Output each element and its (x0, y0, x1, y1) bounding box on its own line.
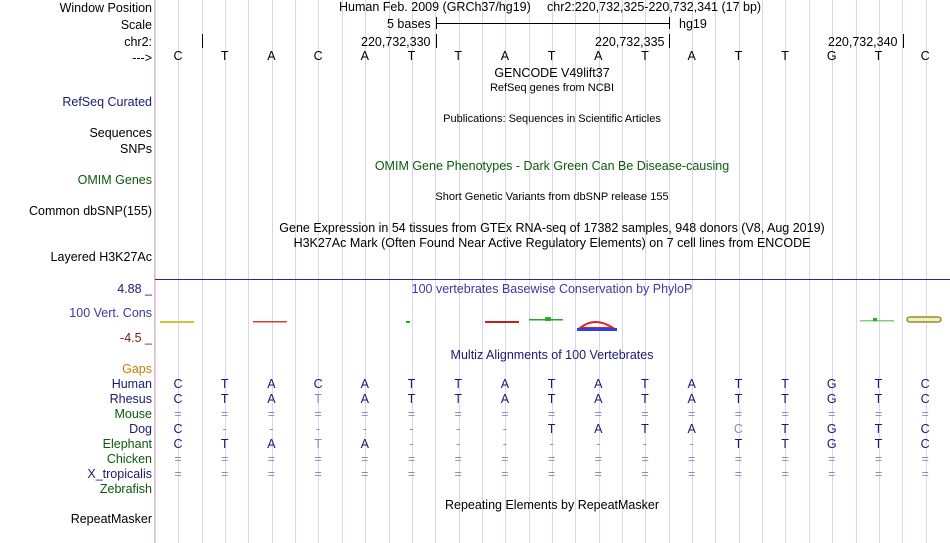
alignment-base: = (454, 467, 462, 481)
base-letter: T (781, 49, 789, 63)
alignment-base: T (781, 422, 789, 436)
alignment-base: = (641, 452, 649, 466)
base-letter: T (641, 49, 649, 63)
alignment-base: C (733, 422, 743, 436)
alignment-base: T (220, 392, 229, 406)
alignment-base: G (826, 392, 837, 406)
multiz-track-desc[interactable]: Multiz Alignments of 100 Vertebrates (450, 348, 654, 362)
base-letter: A (500, 49, 510, 63)
alignment-base: - (689, 437, 694, 451)
alignment-base: = (594, 407, 602, 421)
alignment-base: = (314, 467, 322, 481)
alignment-base: G (826, 422, 837, 436)
h3k27ac-track-desc[interactable]: H3K27Ac Mark (Often Found Near Active Regulatory Elements) on 7 cell lines from ENCODE (293, 236, 811, 250)
alignment-base: T (641, 392, 649, 406)
base-letter: T (547, 49, 556, 63)
alignment-base: = (781, 452, 789, 466)
alignment-base: C (920, 377, 930, 391)
scale-text: 5 bases (387, 17, 431, 31)
alignment-base: = (734, 452, 743, 466)
refseq-track-desc[interactable]: RefSeq genes from NCBI (489, 82, 615, 94)
alignment-base: = (221, 452, 229, 466)
label-cons-max: 4.88 _ (117, 282, 152, 296)
alignment-base: - (409, 422, 414, 436)
label-h3k27ac[interactable]: Layered H3K27Ac (50, 250, 152, 264)
repeatmasker-track-desc[interactable]: Repeating Elements by RepeatMasker (444, 498, 660, 512)
base-letter: A (360, 49, 369, 63)
grid-line (342, 0, 343, 543)
alignment-base: = (501, 407, 509, 421)
alignment-base: T (220, 377, 229, 391)
ruler-label: 220,732,335 (595, 35, 665, 49)
label-sequences[interactable]: Sequences (89, 126, 152, 140)
base-letter: T (220, 49, 229, 63)
label-refseq[interactable]: RefSeq Curated (62, 95, 152, 109)
alignment-base: = (314, 452, 322, 466)
grid-line (435, 0, 436, 543)
alignment-base: A (594, 422, 603, 436)
label-cons-min: -4.5 _ (120, 331, 152, 345)
alignment-base: C (920, 437, 930, 451)
scale-bar (436, 23, 669, 24)
phylop-graph[interactable] (155, 300, 950, 340)
alignment-base: T (781, 377, 789, 391)
alignment-base: A (360, 377, 369, 391)
alignment-base: = (501, 452, 509, 466)
ruler-tick (202, 34, 203, 48)
grid-line (809, 0, 810, 543)
label-strand[interactable]: ---> (132, 51, 152, 65)
alignment-base: = (407, 467, 416, 481)
phylop-bar (406, 321, 410, 323)
alignment-base: A (687, 422, 696, 436)
alignment-base: - (409, 437, 414, 451)
alignment-base: - (642, 437, 648, 451)
alignment-base: T (407, 377, 416, 391)
alignment-base: C (173, 377, 183, 391)
alignment-base: = (174, 467, 182, 481)
ruler-label: 220,732,330 (361, 35, 431, 49)
label-omim[interactable]: OMIM Genes (77, 173, 152, 187)
alignment-base: - (222, 422, 227, 436)
alignment-base: A (500, 377, 510, 391)
phylop-bar (873, 318, 877, 321)
phylop-bar (253, 321, 287, 323)
label-gaps[interactable]: Gaps (122, 362, 152, 376)
phylop-bar (577, 328, 617, 331)
alignment-base: T (641, 377, 649, 391)
phylop-bar (529, 319, 563, 321)
alignment-base: - (316, 422, 321, 436)
alignment-base: - (456, 437, 461, 451)
grid-line (295, 0, 296, 543)
alignment-base: C (920, 392, 930, 406)
alignment-base: = (828, 467, 836, 481)
grid-line (482, 0, 483, 543)
grid-line (762, 0, 763, 543)
base-letter: C (313, 49, 323, 63)
alignment-base: = (734, 467, 743, 481)
base-letter: T (734, 49, 743, 63)
alignment-base: = (174, 407, 182, 421)
ruler-tick (669, 34, 670, 48)
alignment-base: T (734, 437, 743, 451)
alignment-base: = (407, 407, 416, 421)
alignment-base: A (267, 437, 276, 451)
alignment-base: T (874, 437, 883, 451)
base-letter: T (874, 49, 883, 63)
alignment-base: T (314, 392, 322, 406)
base-letter: A (594, 49, 603, 63)
alignment-base: = (174, 452, 182, 466)
alignment-base: T (734, 377, 743, 391)
alignment-base: = (594, 452, 602, 466)
alignment-base: T (314, 437, 322, 451)
alignment-base: - (502, 437, 507, 451)
alignment-base: T (874, 377, 883, 391)
alignment-base: = (874, 407, 883, 421)
grid-line (248, 0, 249, 543)
grid-line (202, 0, 203, 543)
label-rhesus[interactable]: Rhesus (109, 392, 152, 406)
alignment-base: = (267, 407, 276, 421)
alignment-base: = (874, 467, 883, 481)
alignment-base: = (828, 452, 836, 466)
grid-line (902, 0, 903, 543)
base-letter: C (920, 49, 930, 63)
label-divider[interactable] (154, 0, 155, 543)
label-elephant[interactable]: Elephant (102, 437, 152, 451)
alignment-base: T (547, 392, 556, 406)
base-letter: C (173, 49, 183, 63)
alignment-base: = (688, 407, 696, 421)
alignment-base: = (454, 407, 462, 421)
alignment-base: - (269, 422, 274, 436)
scale-bar-right (669, 17, 670, 29)
alignment-base: - (362, 422, 367, 436)
alignment-base: = (454, 452, 462, 466)
grid-line (856, 0, 857, 543)
alignment-base: A (687, 377, 696, 391)
ruler-label: 220,732,340 (828, 35, 898, 49)
alignment-base: = (314, 407, 322, 421)
label-dog[interactable]: Dog (129, 422, 152, 436)
alignment-base: T (407, 392, 416, 406)
alignment-base: = (267, 452, 276, 466)
alignment-base: = (547, 452, 556, 466)
phylop-bar (907, 317, 941, 322)
label-mouse[interactable]: Mouse (114, 407, 152, 421)
alignment-base: = (688, 452, 696, 466)
base-letter: G (826, 49, 837, 63)
ruler-tick (903, 34, 904, 48)
alignment-base: T (874, 422, 883, 436)
alignment-base: T (547, 422, 556, 436)
alignment-base: = (547, 407, 556, 421)
gtex-track-desc[interactable]: Gene Expression in 54 tissues from GTEx RNA-seq of 17382 samples, 948 donors (V8, Aug 2019) (279, 221, 825, 235)
alignment-base: - (456, 422, 461, 436)
label-snps[interactable]: SNPs (120, 142, 152, 156)
alignment-base: T (454, 377, 463, 391)
alignment-base: = (874, 452, 883, 466)
alignment-base: = (361, 407, 369, 421)
grid-line (155, 0, 156, 543)
label-human[interactable]: Human (111, 377, 152, 391)
dbsnp-track-desc[interactable]: Short Genetic Variants from dbSNP release 155 (435, 191, 669, 203)
alignment-base: C (173, 422, 183, 436)
label-xtrop[interactable]: X_tropicalis (87, 467, 152, 481)
assembly-title: Human Feb. 2009 (GRCh37/hg19) (339, 0, 531, 14)
h3k27ac-baseline (155, 279, 950, 280)
alignment-base: = (594, 467, 602, 481)
alignment-base: A (594, 392, 603, 406)
phylop-bar (485, 321, 519, 323)
alignment-base: = (641, 407, 649, 421)
alignment-base: = (267, 467, 276, 481)
alignment-base: = (407, 452, 416, 466)
omim-track-desc[interactable]: OMIM Gene Phenotypes - Dark Green Can Be Disease-causing (374, 159, 730, 173)
alignment-base: G (826, 437, 837, 451)
base-letter: A (687, 49, 696, 63)
alignment-base: = (641, 467, 649, 481)
alignment-base: = (361, 467, 369, 481)
label-chicken[interactable]: Chicken (106, 452, 152, 466)
alignment-base: - (596, 437, 601, 451)
label-repeatmasker[interactable]: RepeatMasker (70, 512, 152, 526)
alignment-base: G (826, 377, 837, 391)
alignment-base: = (221, 467, 229, 481)
scale-db: hg19 (679, 17, 707, 31)
alignment-base: T (547, 377, 556, 391)
alignment-base: = (547, 467, 556, 481)
label-window-position: Window Position (59, 1, 152, 15)
phylop-bar (160, 321, 194, 323)
alignment-base: = (828, 407, 836, 421)
alignment-base: = (361, 452, 369, 466)
alignment-base: - (502, 422, 507, 436)
label-zebrafish[interactable]: Zebrafish (99, 482, 152, 496)
grid-line (389, 0, 390, 543)
grid-line (715, 0, 716, 543)
alignment-base: A (267, 377, 276, 391)
alignment-base: C (173, 437, 183, 451)
alignment-base: T (220, 437, 229, 451)
alignment-base: C (920, 422, 930, 436)
alignment-base: T (734, 392, 743, 406)
alignment-base: = (221, 407, 229, 421)
alignment-base: A (594, 377, 603, 391)
alignment-base: A (500, 392, 510, 406)
alignment-base: T (454, 392, 463, 406)
gencode-track-title[interactable]: GENCODE V49lift37 (494, 66, 610, 80)
base-letter: T (454, 49, 463, 63)
label-chrom: chr2: (124, 35, 152, 49)
alignment-base: = (781, 467, 789, 481)
alignment-base: C (173, 392, 183, 406)
grid-line (622, 0, 623, 543)
alignment-base: = (921, 407, 929, 421)
alignment-base: = (921, 467, 929, 481)
alignment-base: T (781, 437, 789, 451)
alignment-base: - (549, 437, 554, 451)
base-letter: T (407, 49, 416, 63)
alignment-base: C (313, 377, 323, 391)
alignment-base: = (734, 407, 743, 421)
label-dbsnp[interactable]: Common dbSNP(155) (29, 204, 152, 218)
ruler-tick (436, 34, 437, 48)
alignment-base: T (874, 392, 883, 406)
alignment-base: = (501, 467, 509, 481)
alignment-base: = (781, 407, 789, 421)
alignment-base: A (360, 437, 369, 451)
alignment-base: A (687, 392, 696, 406)
alignment-base: = (921, 452, 929, 466)
alignment-base: T (781, 392, 789, 406)
alignment-base: = (688, 467, 696, 481)
phylop-track-desc[interactable]: 100 vertebrates Basewise Conservation by PhyloP (411, 282, 693, 296)
alignment-base: A (267, 392, 276, 406)
publications-track-desc[interactable]: Publications: Sequences in Scientific Articles (443, 113, 661, 125)
position-readout: chr2:220,732,325-220,732,341 (17 bp) (547, 0, 762, 14)
label-scale: Scale (120, 18, 152, 32)
alignment-base: T (641, 422, 649, 436)
label-vert-cons[interactable]: 100 Vert. Cons (69, 306, 152, 320)
alignment-base: A (360, 392, 369, 406)
phylop-peak (580, 322, 613, 328)
base-letter: A (267, 49, 276, 63)
grid-line (669, 0, 670, 543)
